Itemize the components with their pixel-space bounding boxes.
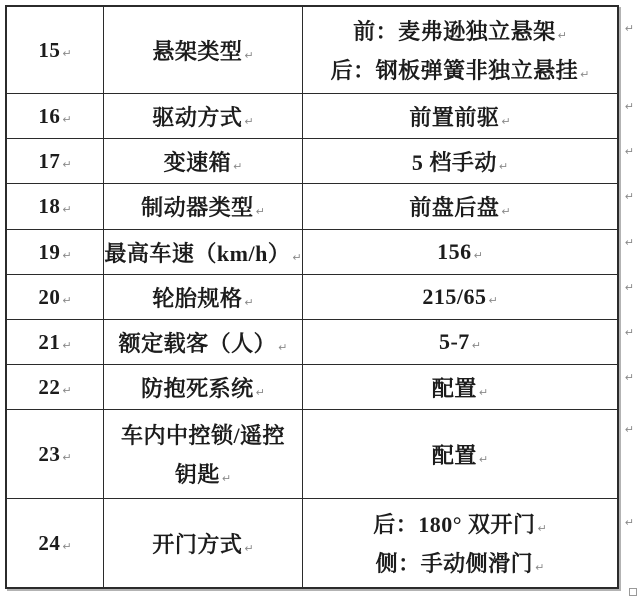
spec-label-cell — [104, 7, 303, 93]
pilcrow-icon: ↵ — [62, 450, 72, 464]
spec-value: 后：180° 双开门 — [373, 511, 536, 537]
pilcrow-icon: ↵ — [244, 114, 254, 128]
pilcrow-icon: ↵ — [244, 48, 254, 62]
pilcrow-icon: ↵ — [221, 472, 232, 486]
spec-value: 215/65 — [422, 284, 487, 309]
table-row — [7, 230, 634, 275]
pilcrow-icon: ↵ — [244, 541, 254, 555]
row-end-pilcrow-icon: ↵ — [624, 22, 634, 35]
spec-label: 车内中控锁/遥控 — [120, 422, 286, 448]
pilcrow-icon: ↵ — [255, 385, 265, 399]
spec-label-cell — [104, 365, 303, 409]
spec-number-cell — [7, 139, 104, 183]
spec-label-cell — [104, 139, 303, 183]
spec-value-cell — [303, 230, 617, 274]
pilcrow-icon: ↵ — [478, 452, 489, 466]
spec-number: 15 — [38, 37, 61, 62]
pilcrow-icon: ↵ — [535, 561, 545, 575]
spec-number-cell — [7, 499, 104, 587]
spec-number: 18 — [38, 194, 61, 218]
pilcrow-icon: ↵ — [278, 340, 288, 354]
spec-label-cell — [104, 94, 303, 138]
pilcrow-icon: ↵ — [473, 249, 483, 262]
spec-value-cell — [303, 499, 617, 587]
row-end-pilcrow-icon: ↵ — [624, 281, 634, 294]
spec-number: 21 — [38, 329, 61, 354]
spec-label-cell — [104, 184, 303, 229]
table-row — [7, 365, 634, 410]
row-end-pilcrow-icon: ↵ — [624, 326, 634, 339]
spec-label: 轮胎规格 — [152, 285, 243, 311]
table-row — [7, 184, 634, 230]
spec-label: 悬架类型 — [152, 38, 243, 64]
pilcrow-icon: ↵ — [501, 205, 511, 218]
spec-value-cell — [303, 184, 617, 229]
spec-label: 制动器类型 — [141, 195, 254, 220]
row-end-pilcrow-icon: ↵ — [624, 190, 634, 203]
spec-number-cell — [7, 410, 104, 498]
spec-number: 20 — [38, 284, 61, 309]
spec-value-cell — [303, 94, 617, 138]
spec-value: 后：钢板弹簧非独立悬挂 — [330, 58, 579, 83]
table-row — [7, 320, 634, 365]
pilcrow-icon: ↵ — [580, 68, 590, 81]
spec-value: 配置 — [431, 442, 477, 468]
spec-value-cell — [303, 365, 617, 409]
spec-number: 19 — [38, 239, 61, 264]
spec-number: 16 — [38, 103, 61, 128]
spec-number: 22 — [38, 374, 61, 399]
spec-label-cell — [104, 275, 303, 319]
spec-number-cell — [7, 184, 104, 229]
spec-label: 额定载客（人） — [118, 330, 277, 356]
spec-label: 开门方式 — [152, 531, 243, 557]
pilcrow-icon: ↵ — [62, 203, 72, 216]
pilcrow-icon: ↵ — [233, 159, 243, 173]
pilcrow-icon: ↵ — [537, 521, 547, 535]
table-row — [7, 7, 634, 94]
pilcrow-icon: ↵ — [62, 338, 72, 352]
pilcrow-icon: ↵ — [62, 383, 72, 397]
pilcrow-icon: ↵ — [62, 112, 72, 126]
spec-number-cell — [7, 94, 104, 138]
pilcrow-icon: ↵ — [62, 157, 72, 171]
pilcrow-icon: ↵ — [488, 294, 498, 307]
spec-label: 驱动方式 — [152, 104, 243, 130]
row-end-pilcrow-icon: ↵ — [624, 423, 634, 436]
spec-number-cell — [7, 320, 104, 364]
table-row — [7, 410, 634, 499]
pilcrow-icon: ↵ — [557, 29, 567, 42]
pilcrow-icon: ↵ — [471, 339, 482, 352]
spec-number: 24 — [38, 530, 61, 555]
row-end-pilcrow-icon: ↵ — [624, 236, 634, 249]
spec-number-cell — [7, 230, 104, 274]
table-row — [7, 139, 634, 184]
spec-value-cell — [303, 139, 617, 183]
spec-value: 5 档手动 — [411, 149, 497, 175]
spec-value: 侧：手动侧滑门 — [375, 551, 534, 577]
pilcrow-icon: ↵ — [501, 114, 511, 128]
spec-label-cell — [104, 320, 303, 364]
spec-value: 5-7 — [438, 329, 470, 354]
pilcrow-icon: ↵ — [255, 205, 265, 218]
spec-table — [5, 5, 634, 589]
spec-label-cell — [104, 410, 303, 498]
pilcrow-icon: ↵ — [62, 293, 72, 307]
row-end-pilcrow-icon: ↵ — [624, 145, 634, 158]
spec-value-cell — [303, 7, 617, 93]
table-resize-handle-icon[interactable] — [629, 588, 637, 596]
table-row — [7, 499, 634, 587]
spec-value: 配置 — [431, 375, 477, 401]
spec-label: 防抱死系统 — [141, 375, 254, 401]
pilcrow-icon: ↵ — [62, 46, 72, 60]
spec-label: 变速箱 — [163, 149, 232, 175]
spec-label-cell — [104, 499, 303, 587]
spec-value-cell — [303, 320, 617, 364]
spec-number-cell — [7, 7, 104, 93]
table-row — [7, 275, 634, 320]
spec-number-cell — [7, 365, 104, 409]
spec-value-cell — [303, 275, 617, 319]
row-end-pilcrow-icon: ↵ — [624, 516, 634, 529]
pilcrow-icon: ↵ — [62, 248, 72, 262]
pilcrow-icon: ↵ — [62, 539, 72, 553]
spec-label-cell — [104, 230, 303, 274]
spec-number: 23 — [38, 441, 61, 466]
pilcrow-icon: ↵ — [292, 250, 302, 264]
pilcrow-icon: ↵ — [478, 385, 489, 399]
pilcrow-icon: ↵ — [244, 295, 254, 309]
row-end-pilcrow-icon: ↵ — [624, 100, 634, 113]
table-row — [7, 94, 634, 139]
spec-number-cell — [7, 275, 104, 319]
spec-label: 钥匙 — [174, 462, 220, 488]
spec-value: 前：麦弗逊独立悬架 — [353, 19, 556, 44]
spec-number: 17 — [38, 148, 61, 173]
spec-value: 前盘后盘 — [409, 195, 500, 220]
spec-value: 前置前驱 — [409, 104, 500, 130]
spec-value: 156 — [437, 239, 472, 264]
spec-label: 最高车速（km/h） — [104, 240, 291, 266]
pilcrow-icon: ↵ — [498, 159, 509, 173]
spec-value-cell — [303, 410, 617, 498]
row-end-pilcrow-icon: ↵ — [624, 371, 634, 384]
